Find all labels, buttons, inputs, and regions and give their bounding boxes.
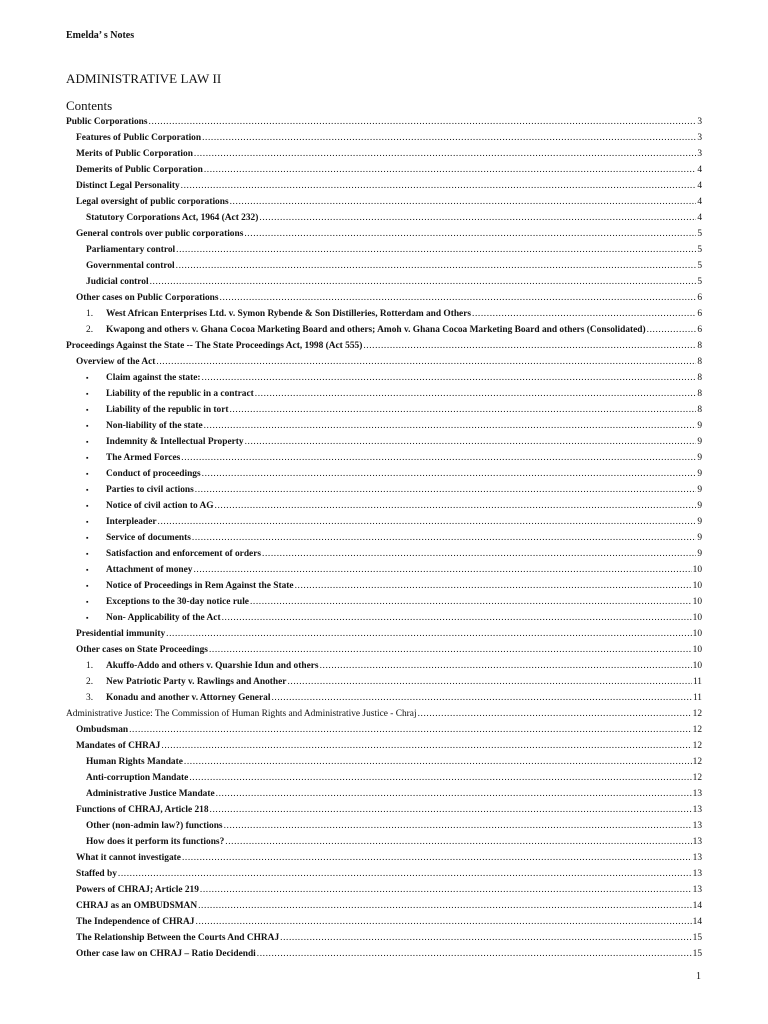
toc-entry-page: 9 xyxy=(697,517,702,527)
toc-entry[interactable] xyxy=(66,416,702,432)
toc-entry[interactable] xyxy=(66,432,702,448)
toc-entry-page: 12 xyxy=(692,757,702,767)
list-number: 2. xyxy=(86,677,94,687)
square-bullet-icon: ▪ xyxy=(86,374,89,382)
toc-entry-label: Indemnity & Intellectual Property xyxy=(106,437,244,447)
toc-entry[interactable] xyxy=(66,128,702,144)
toc-entry-page: 14 xyxy=(692,917,702,927)
toc-entry[interactable] xyxy=(66,208,702,224)
toc-entry[interactable] xyxy=(66,512,702,528)
toc-entry-label: Other case law on CHRAJ – Ratio Decidendi xyxy=(76,949,256,959)
square-bullet-icon: ▪ xyxy=(86,438,89,446)
dot-leader xyxy=(230,197,697,208)
toc-entry-label: Public Corporations xyxy=(66,117,148,127)
toc-entry[interactable] xyxy=(66,640,702,656)
toc-entry[interactable] xyxy=(66,464,702,480)
toc-entry[interactable] xyxy=(66,272,702,288)
toc-entry[interactable] xyxy=(66,352,702,368)
toc-entry-label: Proceedings Against the State -- The State Proceedings Act, 1998 (Act 555) xyxy=(66,341,363,351)
dot-leader xyxy=(216,789,692,800)
toc-entry[interactable] xyxy=(66,800,702,816)
dot-leader xyxy=(202,469,697,480)
toc-entry-label: Konadu and another v. Attorney General xyxy=(106,693,271,703)
toc-entry-label: Staffed by xyxy=(76,869,117,879)
toc-entry-page: 4 xyxy=(697,165,702,175)
dot-leader xyxy=(280,933,691,944)
dot-leader xyxy=(262,549,696,560)
toc-entry-page: 11 xyxy=(692,693,702,703)
toc-entry-page: 12 xyxy=(692,725,702,735)
toc-entry-label: Merits of Public Corporation xyxy=(76,149,193,159)
toc-entry-page: 9 xyxy=(697,421,702,431)
dot-leader xyxy=(418,709,692,720)
toc-entry-page: 6 xyxy=(697,293,702,303)
toc-entry-page: 9 xyxy=(697,437,702,447)
dot-leader xyxy=(225,837,691,848)
toc-entry-page: 13 xyxy=(692,789,702,799)
dot-leader xyxy=(472,309,696,320)
toc-entry-page: 5 xyxy=(697,229,702,239)
toc-entry-page: 12 xyxy=(692,741,702,751)
toc-entry-page: 13 xyxy=(692,853,702,863)
toc-entry[interactable] xyxy=(66,496,702,512)
toc-entry[interactable] xyxy=(66,928,702,944)
dot-leader xyxy=(189,773,691,784)
toc-entry[interactable] xyxy=(66,720,702,736)
toc-entry-label: The Independence of CHRAJ xyxy=(76,917,195,927)
toc-entry[interactable] xyxy=(66,400,702,416)
page-number: 1 xyxy=(696,971,701,982)
dot-leader xyxy=(182,853,692,864)
toc-entry[interactable] xyxy=(66,288,702,304)
dot-leader xyxy=(195,485,697,496)
toc-entry-label: Claim against the state: xyxy=(106,373,201,383)
list-number: 3. xyxy=(86,693,94,703)
toc-entry[interactable] xyxy=(66,672,702,688)
toc-entry-label: New Patriotic Party v. Rawlings and Another xyxy=(106,677,287,687)
toc-entry-page: 10 xyxy=(692,613,702,623)
toc-entry-page: 9 xyxy=(697,501,702,511)
toc-entry-page: 8 xyxy=(697,405,702,415)
square-bullet-icon: ▪ xyxy=(86,390,89,398)
toc-entry[interactable] xyxy=(66,912,702,928)
toc-entry-label: Mandates of CHRAJ xyxy=(76,741,161,751)
toc-entry[interactable] xyxy=(66,816,702,832)
dot-leader xyxy=(150,277,697,288)
toc-entry-page: 10 xyxy=(692,661,702,671)
toc-entry[interactable] xyxy=(66,144,702,160)
toc-entry[interactable] xyxy=(66,736,702,752)
toc-entry-page: 9 xyxy=(697,469,702,479)
toc-entry-label: Statutory Corporations Act, 1964 (Act 232) xyxy=(86,213,259,223)
toc-entry-label: What it cannot investigate xyxy=(76,853,181,863)
toc-entry-page: 13 xyxy=(692,885,702,895)
dot-leader xyxy=(202,373,697,384)
toc-entry[interactable] xyxy=(66,448,702,464)
dot-leader xyxy=(363,341,696,352)
square-bullet-icon: ▪ xyxy=(86,518,89,526)
dot-leader xyxy=(259,213,696,224)
dot-leader xyxy=(224,821,692,832)
toc-entry-label: The Armed Forces xyxy=(106,453,181,463)
toc-entry-label: Parliamentary control xyxy=(86,245,176,255)
toc-entry-page: 3 xyxy=(697,117,702,127)
toc-entry-label: West African Enterprises Ltd. v. Symon Rybende & Son Distilleries, Rotterdam and Others xyxy=(106,309,472,319)
toc-entry-page: 13 xyxy=(692,869,702,879)
square-bullet-icon: ▪ xyxy=(86,406,89,414)
toc-entry[interactable] xyxy=(66,848,702,864)
dot-leader xyxy=(204,421,697,432)
toc-entry-label: Distinct Legal Personality xyxy=(76,181,180,191)
toc-entry-label: Human Rights Mandate xyxy=(86,757,183,767)
toc-entry[interactable] xyxy=(66,224,702,240)
toc-entry[interactable] xyxy=(66,240,702,256)
toc-entry-page: 15 xyxy=(692,933,702,943)
toc-entry-page: 3 xyxy=(697,133,702,143)
toc-entry-page: 4 xyxy=(697,181,702,191)
dot-leader xyxy=(158,517,697,528)
dot-leader xyxy=(118,869,692,880)
toc-entry-label: Demerits of Public Corporation xyxy=(76,165,203,175)
dot-leader xyxy=(245,437,697,448)
toc-entry-page: 12 xyxy=(692,773,702,783)
dot-leader xyxy=(200,885,692,896)
toc-entry[interactable] xyxy=(66,320,702,336)
toc-entry-label: Non-liability of the state xyxy=(106,421,203,431)
toc-entry-page: 12 xyxy=(692,709,702,719)
dot-leader xyxy=(181,453,696,464)
dot-leader xyxy=(255,389,697,400)
dot-leader xyxy=(198,901,692,912)
toc-entry-page: 6 xyxy=(697,325,702,335)
toc-entry-page: 9 xyxy=(697,485,702,495)
dot-leader xyxy=(196,917,692,928)
dot-leader xyxy=(271,693,692,704)
toc-entry-page: 8 xyxy=(697,389,702,399)
dot-leader xyxy=(204,165,697,176)
toc-entry-label: Liability of the republic in tort xyxy=(106,405,229,415)
toc-entry-page: 13 xyxy=(692,821,702,831)
toc-entry-label: Notice of civil action to AG xyxy=(106,501,214,511)
toc-entry-label: Administrative Justice Mandate xyxy=(86,789,215,799)
toc-entry[interactable] xyxy=(66,592,702,608)
toc-entry-label: Other (non-admin law?) functions xyxy=(86,821,223,831)
toc-entry-label: How does it perform its functions? xyxy=(86,837,225,847)
toc-entry[interactable] xyxy=(66,304,702,320)
toc-entry-label: Legal oversight of public corporations xyxy=(76,197,229,207)
toc-entry-label: Judicial control xyxy=(86,277,149,287)
toc-entry-label: Satisfaction and enforcement of orders xyxy=(106,549,262,559)
toc-entry[interactable] xyxy=(66,560,702,576)
toc-entry-page: 9 xyxy=(697,533,702,543)
dot-leader xyxy=(202,133,696,144)
toc-entry[interactable] xyxy=(66,784,702,800)
toc-entry[interactable] xyxy=(66,160,702,176)
dot-leader xyxy=(129,725,692,736)
contents-heading: Contents xyxy=(66,98,113,113)
toc-entry-page: 3 xyxy=(697,149,702,159)
toc-entry-label: Akuffo-Addo and others v. Quarshie Idun and others xyxy=(106,661,319,671)
dot-leader xyxy=(295,581,692,592)
dot-leader xyxy=(156,357,696,368)
dot-leader xyxy=(210,805,692,816)
toc-entry[interactable] xyxy=(66,608,702,624)
toc-entry[interactable] xyxy=(66,544,702,560)
list-number: 2. xyxy=(86,325,94,335)
dot-leader xyxy=(257,949,692,960)
dot-leader xyxy=(220,293,697,304)
toc-entry[interactable] xyxy=(66,880,702,896)
toc-entry[interactable] xyxy=(66,384,702,400)
dot-leader xyxy=(222,613,692,624)
toc-entry[interactable] xyxy=(66,624,702,640)
toc-entry-page: 8 xyxy=(697,357,702,367)
dot-leader xyxy=(193,565,691,576)
toc-entry-page: 8 xyxy=(697,341,702,351)
toc-entry[interactable] xyxy=(66,752,702,768)
toc-entry[interactable] xyxy=(66,368,702,384)
toc-entry[interactable] xyxy=(66,576,702,592)
toc-entry-label: Administrative Justice: The Commission of Human Rights and Administrative Justice - Chraj xyxy=(66,709,417,719)
dot-leader xyxy=(229,405,696,416)
toc-entry-label: Powers of CHRAJ; Article 219 xyxy=(76,885,199,895)
toc-entry[interactable] xyxy=(66,656,702,672)
toc-entry[interactable] xyxy=(66,896,702,912)
toc-entry[interactable] xyxy=(66,864,702,880)
running-header: Emelda’ s Notes xyxy=(66,30,135,41)
toc-entry-page: 10 xyxy=(692,581,702,591)
toc-entry-page: 13 xyxy=(692,805,702,815)
list-number: 1. xyxy=(86,661,94,671)
toc-entry-page: 10 xyxy=(692,629,702,639)
toc-entry[interactable] xyxy=(66,112,702,128)
toc-entry-page: 13 xyxy=(692,837,702,847)
dot-leader xyxy=(176,261,697,272)
toc-entry-page: 15 xyxy=(692,949,702,959)
square-bullet-icon: ▪ xyxy=(86,422,89,430)
square-bullet-icon: ▪ xyxy=(86,550,89,558)
toc-entry-label: Other cases on State Proceedings xyxy=(76,645,208,655)
toc-entry-page: 10 xyxy=(692,597,702,607)
toc-entry[interactable] xyxy=(66,528,702,544)
table-of-contents xyxy=(66,112,702,960)
toc-entry-page: 10 xyxy=(692,565,702,575)
document-title: ADMINISTRATIVE LAW II xyxy=(66,71,222,86)
toc-entry-label: Parties to civil actions xyxy=(106,485,194,495)
toc-entry-label: Kwapong and others v. Ghana Cocoa Marketing Board and others; Amoh v. Ghana Cocoa Marketing Board and others (Consolidated) xyxy=(106,325,646,335)
dot-leader xyxy=(161,741,691,752)
toc-entry-page: 9 xyxy=(697,453,702,463)
toc-entry-label: Presidential immunity xyxy=(76,629,166,639)
toc-entry[interactable] xyxy=(66,944,702,960)
toc-entry-label: Conduct of proceedings xyxy=(106,469,201,479)
dot-leader xyxy=(194,149,696,160)
toc-entry[interactable] xyxy=(66,176,702,192)
toc-entry[interactable] xyxy=(66,480,702,496)
toc-entry-page: 4 xyxy=(697,213,702,223)
toc-entry-label: Non- Applicability of the Act xyxy=(106,613,221,623)
dot-leader xyxy=(209,645,692,656)
toc-entry-label: Liability of the republic in a contract xyxy=(106,389,254,399)
square-bullet-icon: ▪ xyxy=(86,566,89,574)
toc-entry[interactable] xyxy=(66,336,702,352)
dot-leader xyxy=(176,245,696,256)
toc-entry[interactable] xyxy=(66,704,702,720)
toc-entry-label: Ombudsman xyxy=(76,725,129,735)
toc-entry-page: 9 xyxy=(697,549,702,559)
dot-leader xyxy=(250,597,692,608)
toc-entry-label: Notice of Proceedings in Rem Against the State xyxy=(106,581,294,591)
toc-entry-label: Interpleader xyxy=(106,517,157,527)
dot-leader xyxy=(320,661,692,672)
toc-entry-label: Exceptions to the 30-day notice rule xyxy=(106,597,249,607)
toc-entry-label: Features of Public Corporation xyxy=(76,133,202,143)
square-bullet-icon: ▪ xyxy=(86,454,89,462)
toc-entry-label: Other cases on Public Corporations xyxy=(76,293,219,303)
toc-entry-page: 5 xyxy=(697,277,702,287)
toc-entry[interactable] xyxy=(66,688,702,704)
list-number: 1. xyxy=(86,309,94,319)
toc-entry[interactable] xyxy=(66,256,702,272)
dot-leader xyxy=(181,181,697,192)
toc-entry-label: Service of documents xyxy=(106,533,191,543)
toc-entry-label: CHRAJ as an OMBUDSMAN xyxy=(76,901,198,911)
toc-entry-label: Governmental control xyxy=(86,261,175,271)
square-bullet-icon: ▪ xyxy=(86,534,89,542)
toc-entry-page: 11 xyxy=(692,677,702,687)
dot-leader xyxy=(215,501,697,512)
toc-entry-page: 6 xyxy=(697,309,702,319)
toc-entry-page: 8 xyxy=(697,373,702,383)
toc-entry-page: 10 xyxy=(692,645,702,655)
dot-leader xyxy=(184,757,692,768)
square-bullet-icon: ▪ xyxy=(86,486,89,494)
dot-leader xyxy=(192,533,696,544)
dot-leader xyxy=(647,325,697,336)
toc-entry[interactable] xyxy=(66,832,702,848)
dot-leader xyxy=(244,229,696,240)
toc-entry-page: 14 xyxy=(692,901,702,911)
toc-entry-label: General controls over public corporations xyxy=(76,229,244,239)
toc-entry-label: Overview of the Act xyxy=(76,357,156,367)
dot-leader xyxy=(149,117,697,128)
square-bullet-icon: ▪ xyxy=(86,598,89,606)
toc-entry-page: 5 xyxy=(697,245,702,255)
dot-leader xyxy=(166,629,691,640)
square-bullet-icon: ▪ xyxy=(86,502,89,510)
toc-entry[interactable] xyxy=(66,192,702,208)
toc-entry[interactable] xyxy=(66,768,702,784)
dot-leader xyxy=(287,677,692,688)
toc-entry-label: The Relationship Between the Courts And CHRAJ xyxy=(76,933,280,943)
toc-entry-label: Anti-corruption Mandate xyxy=(86,773,189,783)
toc-entry-page: 5 xyxy=(697,261,702,271)
toc-entry-label: Attachment of money xyxy=(106,565,193,575)
square-bullet-icon: ▪ xyxy=(86,470,89,478)
toc-entry-page: 4 xyxy=(697,197,702,207)
square-bullet-icon: ▪ xyxy=(86,582,89,590)
toc-entry-label: Functions of CHRAJ, Article 218 xyxy=(76,805,209,815)
square-bullet-icon: ▪ xyxy=(86,614,89,622)
